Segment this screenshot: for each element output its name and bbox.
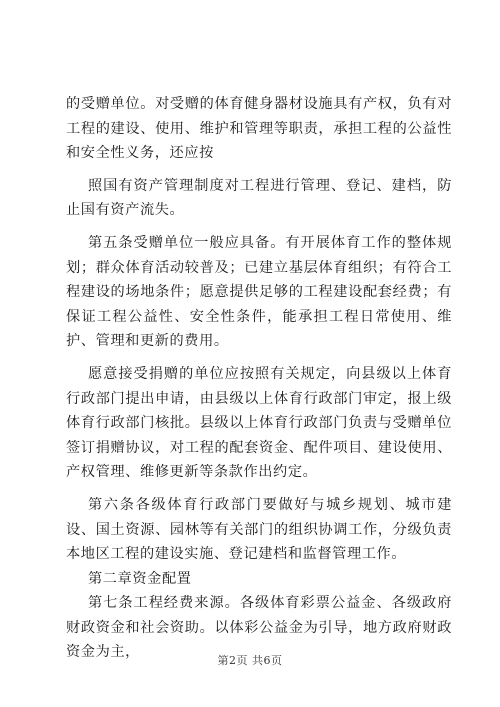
page-number-footer: 第2页 共6页 <box>217 654 283 667</box>
paragraph-article-7: 第七条工程经费来源。各级体育彩票公益金、各级政府财政资金和社会资助。以体彩公益金为引导，地方政府财政资金为主， <box>66 595 452 661</box>
paragraph-recipient-duties: 的受赠单位。对受赠的体育健身器材设施具有产权，负有对工程的建设、使用、维护和管理等职责，承担工程的公益性和安全性义务，还应按 <box>66 96 452 162</box>
paragraph-article-5: 第五条受赠单位一般应具备。有开展体育工作的整体规划；群众体育活动较普及；已建立基层体育组织；有符合工程建设的场地条件；愿意提供足够的工程建设配套经费；有保证工程公益性、安全性条件，能承担工程日常使用、维护、管理和更新的费用。 <box>66 234 452 350</box>
document-body <box>66 92 452 665</box>
paragraph-asset-management: 照国有资产管理制度对工程进行管理、登记、建档，防止国有资产流失。 <box>66 177 452 219</box>
paragraph-article-6: 第六条各级体育行政部门要做好与城乡规划、城市建设、国土资源、园林等有关部门的组织协调工作，分级负责本地区工程的建设实施、登记建档和监督管理工作。 <box>66 496 452 563</box>
chapter-heading: 第二章资金配置 <box>88 570 192 587</box>
paragraph-application-process: 愿意接受捐赠的单位应按照有关规定，向县级以上体育行政部门提出申请，由县级以上体育行政部门审定，报上级体育行政部门核批。县级以上体育行政部门负责与受赠单位签订捐赠协议，对工程的配套资金、配件项目、建设使用、产权管理、维修更新等条款作出约定。 <box>66 365 452 481</box>
